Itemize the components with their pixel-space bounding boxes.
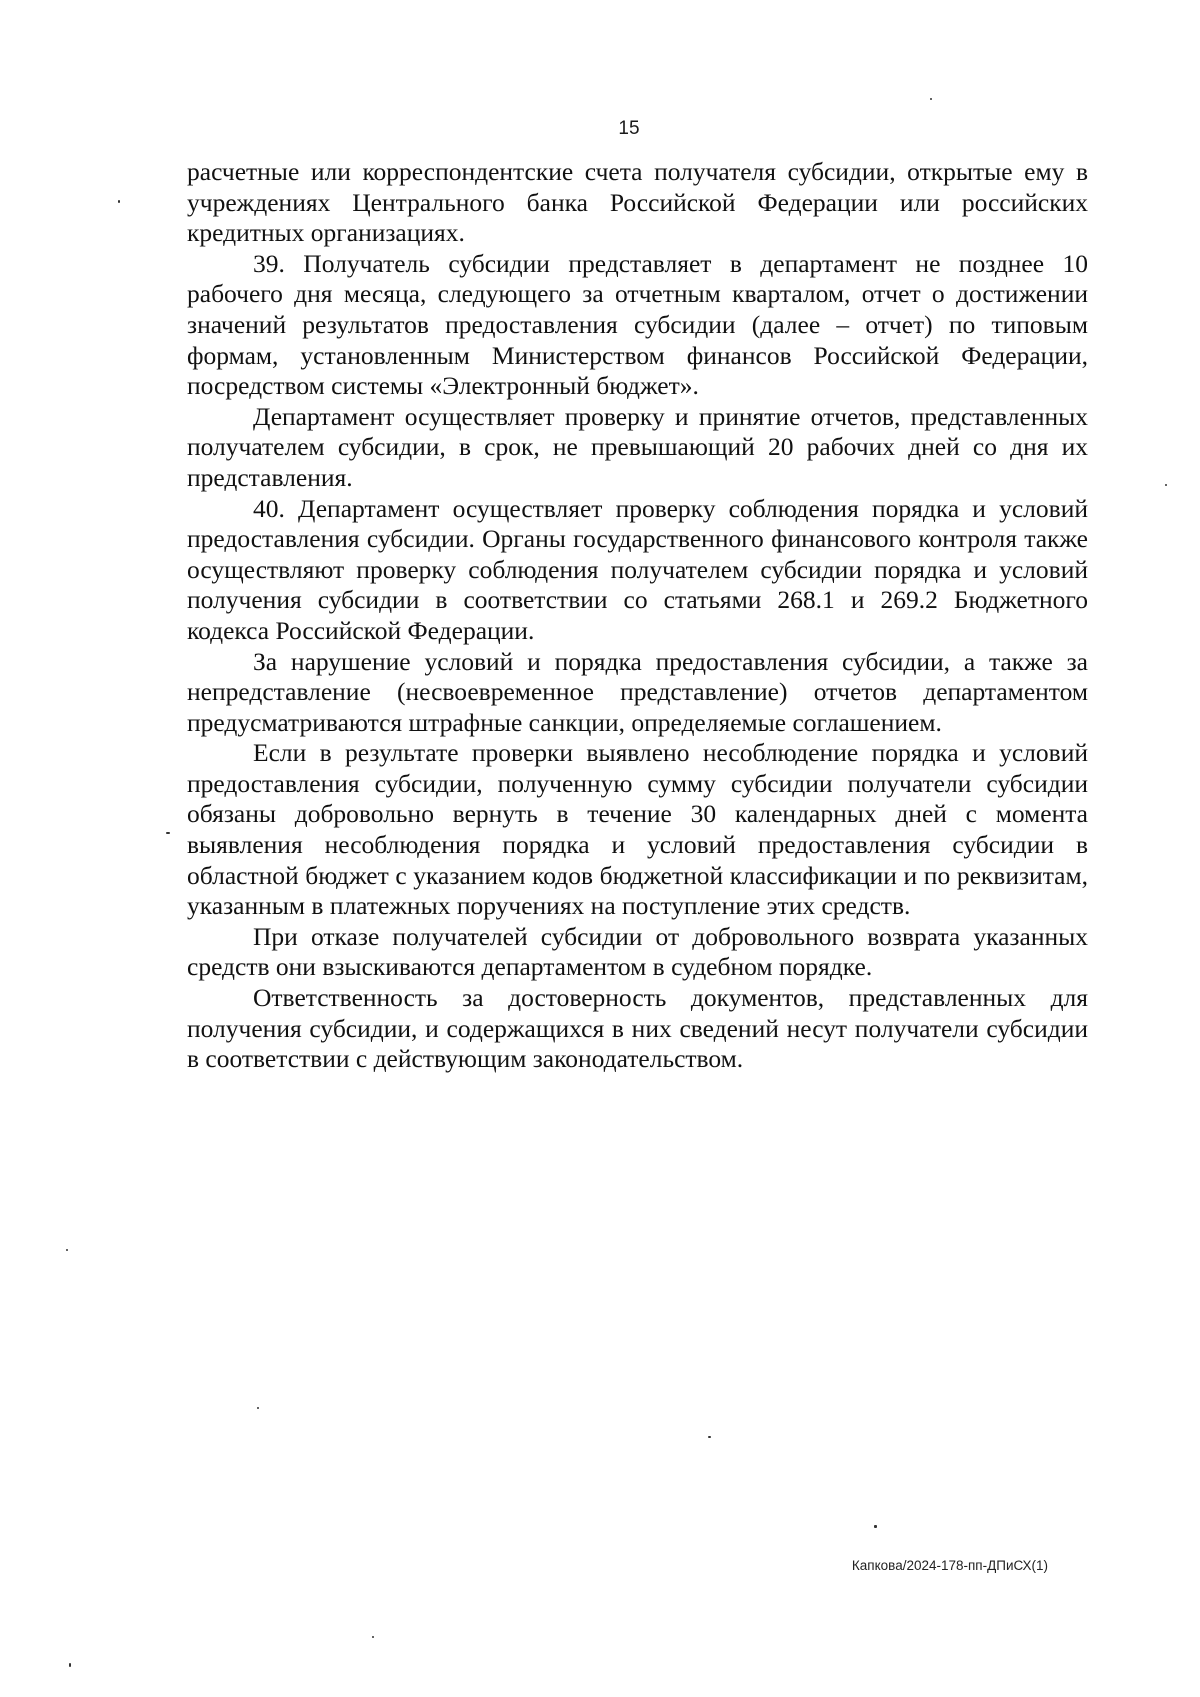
- scan-speck: [1165, 484, 1167, 486]
- scan-speck: [708, 1436, 711, 1438]
- scan-speck: [118, 200, 120, 203]
- scan-speck: [69, 1663, 71, 1667]
- scan-speck: [874, 1525, 877, 1528]
- scan-speck: [166, 832, 170, 834]
- paragraph-item-39: 39. Получатель субсидии представляет в департамент не позднее 10 рабочего дня месяца, следующего за отчетным кварталом, отчет о достижении значений результатов предоставления субсидии (далее – отчет) по типовым формам, установленным Министерством финансов Российской Федерации, посредством системы «Электронный бюджет».: [187, 248, 1088, 401]
- paragraph-penalties: За нарушение условий и порядка предоставления субсидии, а также за непредставление (несвоевременное представление) отчетов департаментом предусматриваются штрафные санкции, определяемые соглашением.: [187, 646, 1088, 737]
- scan-speck: [372, 1636, 374, 1638]
- paragraph-item-40: 40. Департамент осуществляет проверку соблюдения порядка и условий предоставления субсидии. Органы государственного финансового контроля также осуществляют проверку соблюдения получателем субсидии порядка и условий получения субсидии в соответствии со статьями 268.1 и 269.2 Бюджетного кодекса Российской Федерации.: [187, 493, 1088, 645]
- paragraph-continuation: расчетные или корреспондентские счета получателя субсидии, открытые ему в учреждениях Центрального банка Российской Федерации или российских кредитных организациях.: [187, 157, 1088, 248]
- paragraph-report-check: Департамент осуществляет проверку и принятие отчетов, представленных получателем субсидии, в срок, не превышающий 20 рабочих дней со дня их представления.: [187, 401, 1088, 492]
- paragraph-responsibility: Ответственность за достоверность документов, представленных для получения субсидии, и содержащихся в них сведений несут получатели субсидии в соответствии с действующим законодательством.: [187, 983, 1088, 1074]
- scan-speck: [257, 1407, 259, 1409]
- document-body: [187, 157, 1088, 1075]
- scan-speck: [930, 98, 932, 100]
- page-number: 15: [618, 118, 640, 139]
- document-registration-code: Капкова/2024-178-пп-ДПиСХ(1): [851, 1558, 1048, 1573]
- paragraph-refund: Если в результате проверки выявлено несоблюдение порядка и условий предоставления субсидии, полученную сумму субсидии получатели субсидии обязаны добровольно вернуть в течение 30 календарных дней с момента выявления несоблюдения порядка и условий предоставления субсидии в областной бюджет с указанием кодов бюджетной классификации и по реквизитам, указанным в платежных поручениях на поступление этих средств.: [187, 738, 1088, 921]
- scan-speck: [66, 1249, 68, 1251]
- paragraph-court-recovery: При отказе получателей субсидии от добровольного возврата указанных средств они взыскиваются департаментом в судебном порядке.: [187, 921, 1088, 982]
